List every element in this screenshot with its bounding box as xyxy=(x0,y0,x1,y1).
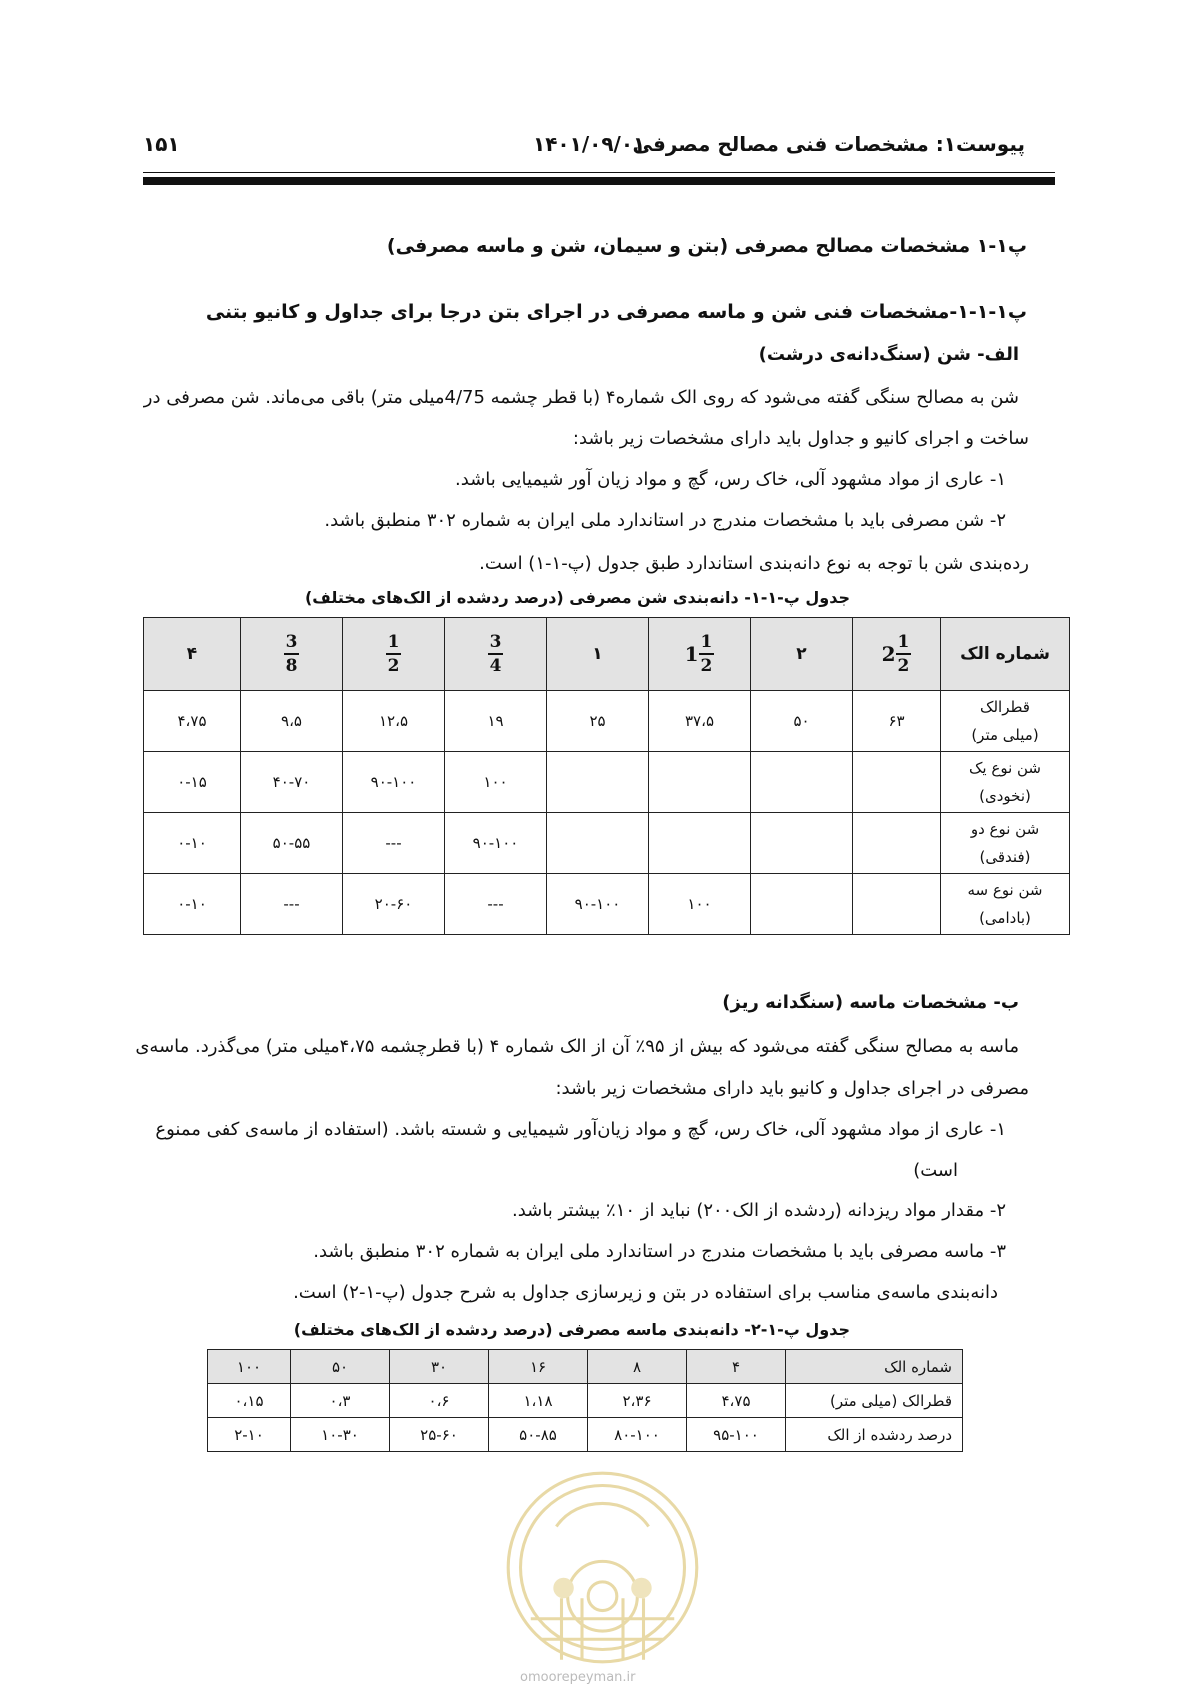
gravel-item-2: ۲- شن مصرفی باید با مشخصات مندرج در استاندارد ملی ایران به شماره ۳۰۲ منطبق باشد. xyxy=(324,510,1006,531)
header-date: ۱۴۰۱/۰۹/۰۱ xyxy=(533,132,646,156)
table-cell: ۰-۱۵ xyxy=(144,752,241,813)
table-row xyxy=(208,1350,963,1384)
table-cell: ۲۵ xyxy=(547,691,649,752)
gravel-item-1: ۱- عاری از مواد مشهود آلی، خاک رس، گچ و مواد زیان آور شیمیایی باشد. xyxy=(455,469,1006,490)
table-cell: ۹۰-۱۰۰ xyxy=(445,813,547,874)
watermark-url: omoorepeyman.ir xyxy=(520,1670,636,1685)
table-cell: ۱۰۰ xyxy=(445,752,547,813)
section-subheading: پ۱-۱-۱-مشخصات فنی شن و ماسه مصرفی در اجرای بتن درجا برای جداول و کانیو بتنی xyxy=(205,301,1027,323)
table-row xyxy=(144,752,1070,813)
table-cell: ۹۵-۱۰۰ xyxy=(687,1418,786,1452)
row-label-type2: شن نوع دو (فندقی) xyxy=(941,813,1070,874)
table-cell xyxy=(751,752,853,813)
table-row xyxy=(208,1384,963,1418)
table-cell: شماره الک xyxy=(786,1350,963,1384)
table-cell: ۵۰ xyxy=(291,1350,390,1384)
table-cell: ۹۰-۱۰۰ xyxy=(547,874,649,935)
table-row xyxy=(144,813,1070,874)
table-row xyxy=(144,691,1070,752)
table-cell: ۱۰۰ xyxy=(649,874,751,935)
table-cell: ۲۵-۶۰ xyxy=(390,1418,489,1452)
table-cell: ۸۰-۱۰۰ xyxy=(588,1418,687,1452)
table-cell: ۰-۱۰ xyxy=(144,874,241,935)
table-cell: درصد ردشده از الک xyxy=(786,1418,963,1452)
table-cell: ۰،۱۵ xyxy=(208,1384,291,1418)
table-cell: ۱۰-۳۰ xyxy=(291,1418,390,1452)
sand-item-1-line1: ۱- عاری از مواد مشهود آلی، خاک رس، گچ و مواد زیان‌آور شیمیایی و شسته باشد. (استفاده از ماسه‌ی کفی ممنوع xyxy=(155,1119,1006,1140)
omoorepeyman-seal-icon xyxy=(500,1465,705,1670)
table-cell: ۵۰ xyxy=(751,691,853,752)
sand-item-2: ۲- مقدار مواد ریزدانه (ردشده از الک۲۰۰) نباید از ۱۰٪ بیشتر باشد. xyxy=(512,1200,1006,1221)
table-cell xyxy=(547,752,649,813)
table2-caption: جدول پ-۱-۲- دانه‌بندی ماسه مصرفی (درصد ردشده از الک‌های مختلف) xyxy=(293,1320,850,1339)
sand-paragraph-line2: مصرفی در اجرای جداول و کانیو باید دارای مشخصات زیر باشد: xyxy=(555,1078,1029,1099)
table-cell: ۱۰۰ xyxy=(208,1350,291,1384)
table-cell: ۴ xyxy=(687,1350,786,1384)
sand-paragraph-line1: ماسه به مصالح سنگی گفته می‌شود که بیش از ۹۵٪ آن از الک شماره ۴ (با قطرچشمه ۴،۷۵میلی متر) می‌گذرد. ماسه‌ی xyxy=(135,1036,1019,1057)
header-col-1-1-2: 1 $\frac{1}{2}$ xyxy=(649,618,751,691)
table-cell: --- xyxy=(241,874,343,935)
table-cell: ۲۰-۶۰ xyxy=(343,874,445,935)
table-cell: ۶۳ xyxy=(853,691,941,752)
page-number: ۱۵۱ xyxy=(143,132,180,156)
table-cell xyxy=(853,752,941,813)
row-label-type1: شن نوع یک (نخودی) xyxy=(941,752,1070,813)
header-sieve-label: شماره الک xyxy=(941,618,1070,691)
table-cell: ۲-۱۰ xyxy=(208,1418,291,1452)
header-rule-thin xyxy=(143,172,1055,173)
table-cell: ۴۰-۷۰ xyxy=(241,752,343,813)
header-rule-thick xyxy=(143,177,1055,185)
gravel-grading-table xyxy=(143,617,1070,935)
header-title: پیوست۱: مشخصات فنی مصالح مصرفی xyxy=(632,132,1025,156)
gravel-paragraph-line1: شن به مصالح سنگی گفته می‌شود که روی الک شماره۴ (با قطر چشمه 4/75میلی متر) باقی می‌ماند. شن مصرفی در xyxy=(143,387,1019,408)
table-cell: ۱۲،۵ xyxy=(343,691,445,752)
page-header xyxy=(143,132,1055,172)
header-col-2-1-2: 2 $\frac{1}{2}$ xyxy=(853,618,941,691)
table-cell: ۹،۵ xyxy=(241,691,343,752)
table-cell: ۱۹ xyxy=(445,691,547,752)
table-header-row xyxy=(144,618,1070,691)
table-cell: ۴،۷۵ xyxy=(687,1384,786,1418)
table-cell: ۳۷،۵ xyxy=(649,691,751,752)
table-cell: ۲،۳۶ xyxy=(588,1384,687,1418)
header-col-3-4: $\frac{3}{4}$ xyxy=(445,618,547,691)
sand-note: دانه‌بندی ماسه‌ی مناسب برای استفاده در بتن و زیرسازی جداول به شرح جدول (پ-۱-۲) است. xyxy=(293,1282,998,1303)
table-cell: --- xyxy=(343,813,445,874)
header-col-1-2: $\frac{1}{2}$ xyxy=(343,618,445,691)
table-row xyxy=(144,874,1070,935)
table-cell: ۵۰-۸۵ xyxy=(489,1418,588,1452)
sand-heading: ب- مشخصات ماسه (سنگدانه ریز) xyxy=(722,992,1019,1013)
header-col-2: ۲ xyxy=(751,618,853,691)
header-col-4: ۴ xyxy=(144,618,241,691)
header-col-3-8: $\frac{3}{8}$ xyxy=(241,618,343,691)
table-cell: قطرالک (میلی متر) xyxy=(786,1384,963,1418)
table-cell: ۴،۷۵ xyxy=(144,691,241,752)
table-cell xyxy=(649,752,751,813)
sand-item-1-line2: است) xyxy=(913,1160,958,1181)
table-cell xyxy=(547,813,649,874)
table-cell: ۵۰-۵۵ xyxy=(241,813,343,874)
row-label-diameter: قطرالک (میلی متر) xyxy=(941,691,1070,752)
table-cell: ۱۶ xyxy=(489,1350,588,1384)
table-cell xyxy=(649,813,751,874)
table-cell xyxy=(751,874,853,935)
table-cell: ۰،۶ xyxy=(390,1384,489,1418)
table-cell xyxy=(853,874,941,935)
table-row xyxy=(208,1418,963,1452)
table1-caption: جدول پ-۱-۱- دانه‌بندی شن مصرفی (درصد ردشده از الک‌های مختلف) xyxy=(304,588,850,607)
table-cell: ۹۰-۱۰۰ xyxy=(343,752,445,813)
gravel-paragraph-line2: ساخت و اجرای کانیو و جداول باید دارای مشخصات زیر باشد: xyxy=(572,428,1029,449)
header-col-1: ۱ xyxy=(547,618,649,691)
table-cell: --- xyxy=(445,874,547,935)
table-cell: ۰-۱۰ xyxy=(144,813,241,874)
sand-item-3: ۳- ماسه مصرفی باید با مشخصات مندرج در استاندارد ملی ایران به شماره ۳۰۲ منطبق باشد. xyxy=(313,1241,1006,1262)
table-cell xyxy=(853,813,941,874)
table-cell: ۰،۳ xyxy=(291,1384,390,1418)
table-cell xyxy=(751,813,853,874)
gravel-heading: الف- شن (سنگ‌دانه‌ی درشت) xyxy=(758,344,1019,365)
row-label-type3: شن نوع سه (بادامی) xyxy=(941,874,1070,935)
sand-grading-table xyxy=(207,1349,963,1452)
table-cell: ۱،۱۸ xyxy=(489,1384,588,1418)
table-cell: ۳۰ xyxy=(390,1350,489,1384)
section-heading: پ۱-۱ مشخصات مصالح مصرفی (بتن و سیمان، شن و ماسه مصرفی) xyxy=(386,235,1027,257)
table-cell: ۸ xyxy=(588,1350,687,1384)
gravel-note: رده‌بندی شن با توجه به نوع دانه‌بندی استاندارد طبق جدول (پ-۱-۱) است. xyxy=(479,553,1029,574)
